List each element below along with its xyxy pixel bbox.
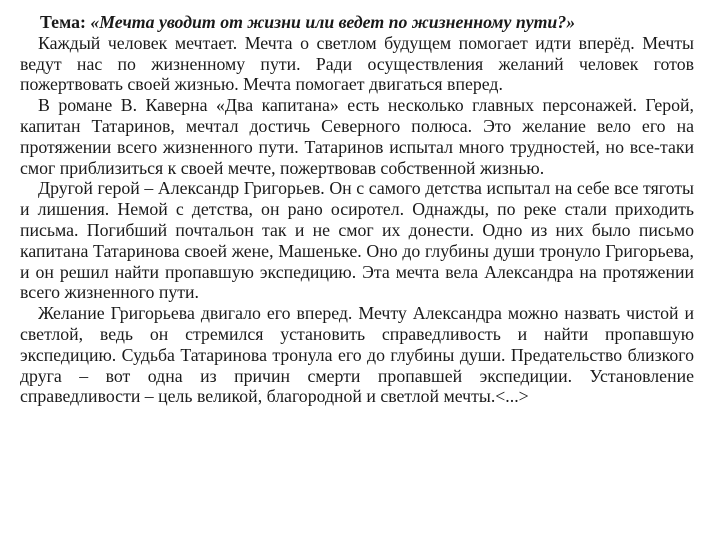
paragraph-tatarinov: В романе В. Каверна «Два капитана» есть несколько главных персонажей. Герой, капитан Татаринов, мечтал достичь Северного полюса. Это желание вело его на протяжении всего жизненного пути. Татаринов испытал много трудностей, но все-таки смог приблизиться к своей мечте, пожертвовав собственной жизнью. <box>20 95 694 178</box>
paragraph-grigoriev: Другой герой – Александр Григорьев. Он с самого детства испытал на себе все тяготы и лишения. Немой с детства, он рано осиротел. Однажды, по реке стали приходить письма. Погибший почтальон так и не смог их донести. Одно из них было письмо капитана Татаринова своей жене, Машеньке. Оно до глубины души тронуло Григорьева, и он решил найти пропавшую экспедицию. Эта мечта вела Александра на протяжении всего жизненного пути. <box>20 178 694 303</box>
title-topic: «Мечта уводит от жизни или ведет по жизненному пути?» <box>90 12 576 32</box>
essay-title <box>20 12 694 33</box>
paragraph-intro: Каждый человек мечтает. Мечта о светлом будущем помогает идти вперёд. Мечты ведут нас по жизненному пути. Ради осуществления желаний человек готов пожертвовать своей жизнью. Мечта помогает двигаться вперед. <box>20 32 694 95</box>
essay-body <box>20 12 694 407</box>
title-label: Тема: <box>40 12 86 32</box>
paragraph-conclusion: Желание Григорьева двигало его вперед. Мечту Александра можно назвать чистой и светлой, ведь он стремился установить справедливость и найти пропавшую экспедицию. Судьба Татаринова тронула его до глубины души. Предательство близкого друга – вот одна из причин смерти пропавшей экспедиции. Установление справедливости – цель великой, благородной и светлой мечты.<...> <box>20 303 694 407</box>
